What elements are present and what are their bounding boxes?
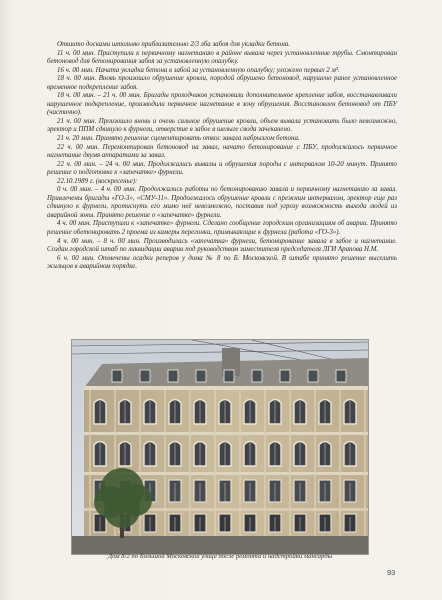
- paragraph: Отшито досками штольню приблизительно 2/3 лба забоя для укладки бетона.: [57, 41, 290, 48]
- paragraph: 11 ч. 00 мин. Приступили к первичному нагнетанию в районе вывала через установленные трубы. Смонтирован бетоновод для бетонирования забоя за установленную опалубку.: [47, 49, 397, 66]
- paragraph: 18 ч. 00 мин. – 21 ч. 00 мин. Бригады проходчиков установили дополнительное крепление забоя, восстанавливали нарушенное подкрепление, производили первичное нагнетание в зону обрушения. Восстановлен бетоновод от ПБУ (частично).: [47, 92, 397, 117]
- paragraph: 16 ч. 00 мин. Начата укладка бетона в забой за установленную опалубку; уложено первых 2 м³.: [57, 66, 340, 74]
- paragraph: 22 ч. 00 мин. – 24 ч. 00 мин. Продолжались вывалы и обрушения породы с интервалом 10-20 минут. Принято решение о подготовке к «запечатке» фурнели.: [47, 160, 397, 177]
- body-text: [47, 41, 397, 272]
- paragraph: 4 ч. 00 мин. – 8 ч. 00 мин. Производилась «запечатка» фурнели, бетонирование завала в забое и нагнетание. Создан городской штаб по ликвидации аварии под руководством заместителя председателя ЛГИ Арапова Н.М.: [47, 237, 397, 254]
- paragraph: 6 ч. 00 мин. Отмечены осадки реперов у дома № 8 по Б. Московской. В штабе принято решение выселить жильцов в аварийном порядке.: [47, 254, 397, 271]
- paragraph: 4 ч. 00 мин. Приступили к «запечатке» фурнели. Сделано сообщение городским организациям об аварии. Принято решение обетонировать 2 проема из камеры перегонки, примыкающие к фурнели (работа «ГО-3»).: [47, 220, 397, 237]
- page-number: 93: [387, 568, 396, 577]
- photo-caption: Дом 8/2 по Большой Московской улице после ремонта и надстройки мансарды: [107, 553, 333, 560]
- building-photo-image: [72, 340, 368, 554]
- paragraph: 18 ч. 00 мин. Вновь произошло обрушение кровли, породой обрушено бетоновод, нарушено ранее установленное временное подкрепление забоя.: [47, 75, 397, 91]
- date-heading: 22.10.1989 г. (воскресенье):: [57, 177, 138, 185]
- paragraph: 21 ч. 20 мин. Принято решение сцементировать откос завала набрызгом бетона.: [57, 135, 300, 143]
- paragraph: 0 ч. 00 мин. – 4 ч. 00 мин. Продолжались работы по бетонированию завала и первичному нагнетанию за завал. Привлечены бригады «ГО-3», «СМУ-11». Продолжалось обрушение кровли с прежним интервалом, эректор еще раз сдвинуло к фурнели, протиснуть его мимо неё невозможно, поставив под угрозу возможность выхода людей из аварийной зоны. Принято решение о «запечатке» фурнели.: [47, 186, 397, 219]
- paragraph: 22 ч. 00 мин. Перемонтирован бетоновод на завал, начато бетонирование с ПБУ, продолжалось первичное нагнетание двумя аппаратами за завал.: [47, 143, 397, 160]
- building-photo: [71, 339, 369, 555]
- paragraph: 21 ч. 00 мин. Произошло вновь и очень сильное обрушение кровли, объем вывала установить было невозможно, эректор и ППМ сдвинуло к фурнели, отверстие в забое в шелыге свода зачеканено.: [47, 117, 397, 134]
- street: [72, 536, 368, 554]
